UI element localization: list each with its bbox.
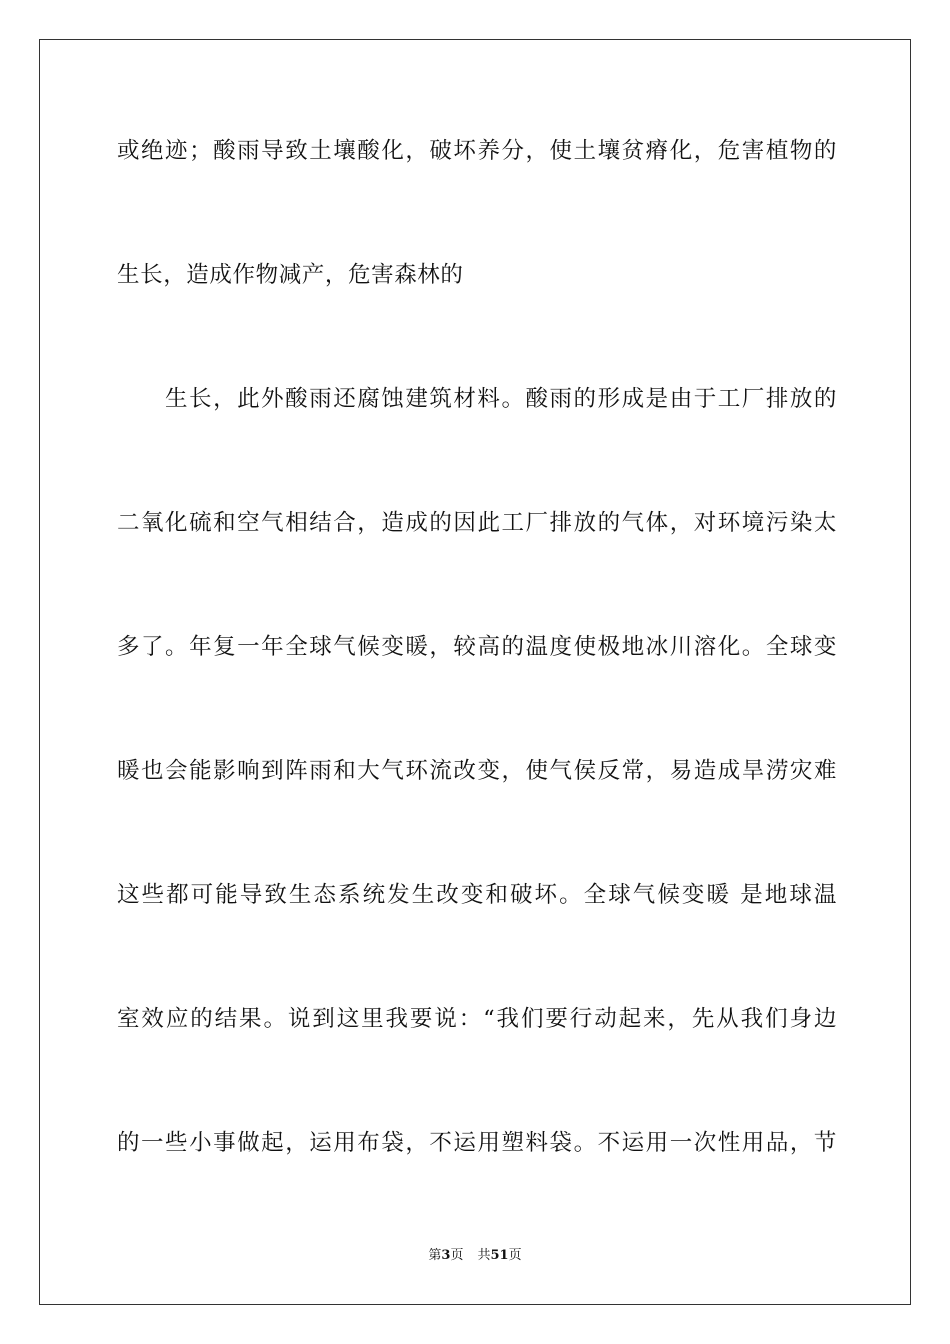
page-footer [0, 1247, 950, 1265]
body-text-line-7: 这些都可能导致生态系统发生改变和破坏。全球气候变暖 是地球温 [117, 882, 837, 908]
body-text-line-3: 生长，此外酸雨还腐蚀建筑材料。酸雨的形成是由于工厂排放的 [165, 386, 837, 412]
body-text-line-1: 或绝迹；酸雨导致土壤酸化，破坏养分，使土壤贫瘠化，危害植物的 [117, 138, 837, 164]
total-prefix: 共 [477, 1248, 491, 1263]
body-text-line-4: 二氧化硫和空气相结合，造成的因此工厂排放的气体，对环境污染太 [117, 510, 837, 536]
body-text-line-8: 室效应的结果。说到这里我要说：“我们要行动起来，先从我们身边 [117, 1006, 837, 1032]
body-text-line-2: 生长，造成作物减产，危害森林的 [117, 262, 464, 288]
page-prefix: 第 [428, 1248, 442, 1263]
body-text-line-6: 暖也会能影响到阵雨和大气环流改变，使气侯反常，易造成旱涝灾难 [117, 758, 837, 784]
body-text-line-9: 的一些小事做起，运用布袋，不运用塑料袋。不运用一次性用品，节 [117, 1130, 837, 1156]
total-pages: 51 [490, 1248, 509, 1263]
page-number: 3 [441, 1248, 451, 1263]
body-text-line-5: 多了。年复一年全球气候变暖，较高的温度使极地冰川溶化。全球变 [117, 634, 837, 660]
page-suffix: 页 [450, 1248, 464, 1263]
page-border [39, 39, 911, 1305]
total-suffix: 页 [508, 1248, 522, 1263]
